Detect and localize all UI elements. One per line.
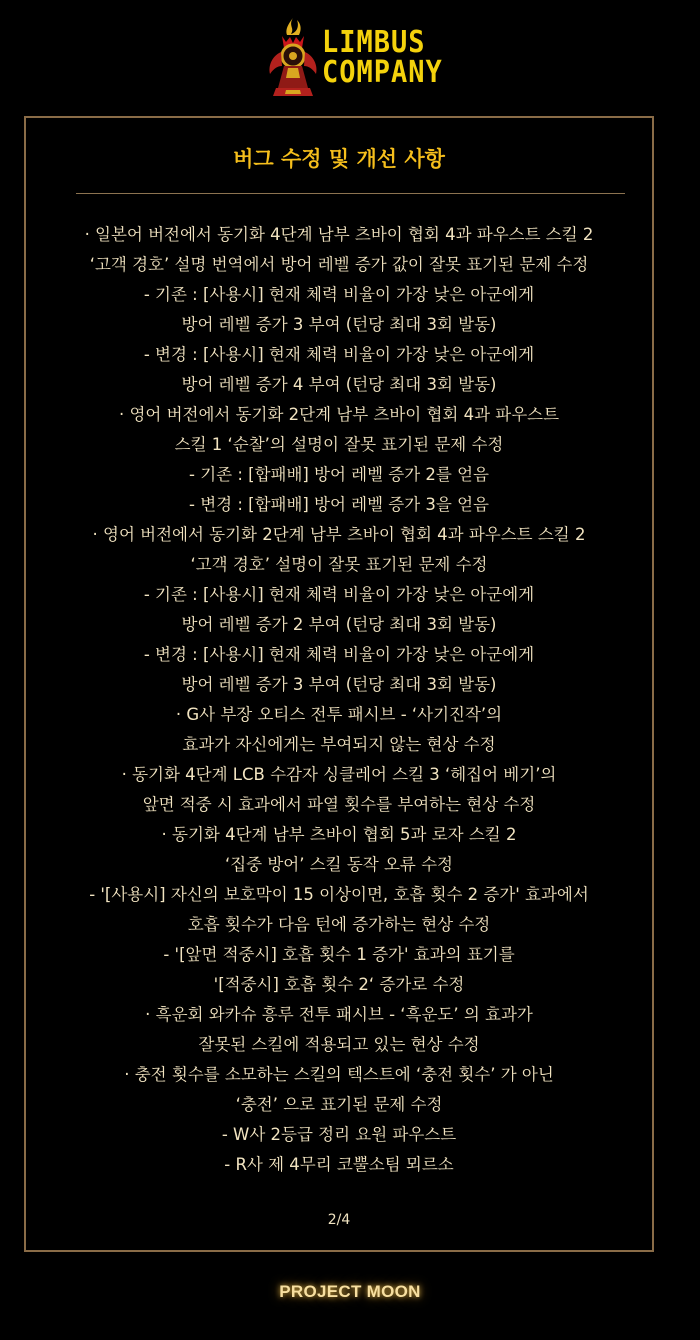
notice-line: - '[사용시] 자신의 보호막이 15 이상이면, 호흡 횟수 2 증가' 효과에서 (89, 885, 589, 904)
notice-line: 방어 레벨 증가 3 부여 (턴당 최대 3회 발동) (181, 675, 497, 694)
logo-line-1: LIMBUS (322, 24, 426, 60)
notice-line: · 흑운회 와카슈 흥루 전투 패시브 - ‘흑운도’ 의 효과가 (145, 1005, 533, 1024)
notice-line: - 변경 : [사용시] 현재 체력 비율이 가장 낮은 아군에게 (143, 345, 535, 364)
notice-line: - R사 제 4무리 코뿔소팀 뫼르소 (224, 1155, 454, 1174)
notice-line: · G사 부장 오티스 전투 패시브 - ‘사기진작’의 (175, 705, 503, 724)
limbus-company-emblem-icon (264, 16, 322, 98)
notice-line: 방어 레벨 증가 2 부여 (턴당 최대 3회 발동) (181, 615, 497, 634)
notice-line: ‘고객 경호’ 설명 번역에서 방어 레벨 증가 값이 잘못 표기된 문제 수정 (89, 255, 589, 274)
notice-line: - 기존 : [사용시] 현재 체력 비율이 가장 낮은 아군에게 (143, 285, 535, 304)
title-divider (76, 193, 625, 194)
notice-line: - 변경 : [합패배] 방어 레벨 증가 3을 얻음 (189, 495, 489, 514)
notice-title: 버그 수정 및 개선 사항 (233, 147, 445, 171)
notice-line: · 충전 횟수를 소모하는 스킬의 텍스트에 ‘충전 횟수’ 가 아닌 (124, 1065, 554, 1084)
notice-line: · 동기화 4단계 남부 츠바이 협회 5과 로자 스킬 2 (161, 825, 517, 844)
notice-line: 효과가 자신에게는 부여되지 않는 현상 수정 (182, 735, 496, 754)
notice-line: · 영어 버전에서 동기화 2단계 남부 츠바이 협회 4과 파우스트 (118, 405, 560, 424)
notice-line: 잘못된 스킬에 적용되고 있는 현상 수정 (198, 1035, 480, 1054)
notice-line: - '[앞면 적중시] 호흡 횟수 1 증가' 효과의 표기를 (163, 945, 515, 964)
limbus-company-logo (258, 14, 442, 100)
notice-line: · 동기화 4단계 LCB 수감자 싱클레어 스킬 3 ‘헤집어 베기’의 (121, 765, 557, 784)
notice-line: 방어 레벨 증가 3 부여 (턴당 최대 3회 발동) (181, 315, 497, 334)
project-moon-logo: PROJECT MOON (279, 1282, 421, 1301)
notice-line: 호흡 횟수가 다음 턴에 증가하는 현상 수정 (187, 915, 491, 934)
notice-line: ‘집중 방어’ 스킬 동작 오류 수정 (225, 855, 453, 874)
notice-line: · 일본어 버전에서 동기화 4단계 남부 츠바이 협회 4과 파우스트 스킬 2 (84, 225, 594, 244)
notice-body (26, 220, 652, 1180)
notice-line: 스킬 1 ‘순찰’의 설명이 잘못 표기된 문제 수정 (174, 435, 504, 454)
notice-line: ‘충전’ 으로 표기된 문제 수정 (235, 1095, 443, 1114)
notice-panel (24, 116, 654, 1252)
notice-line: - 기존 : [사용시] 현재 체력 비율이 가장 낮은 아군에게 (143, 585, 535, 604)
notice-line: - W사 2등급 정리 요원 파우스트 (221, 1125, 457, 1144)
notice-line: · 영어 버전에서 동기화 2단계 남부 츠바이 협회 4과 파우스트 스킬 2 (92, 525, 586, 544)
notice-line: - 변경 : [사용시] 현재 체력 비율이 가장 낮은 아군에게 (143, 645, 535, 664)
notice-line: 앞면 적중 시 효과에서 파열 횟수를 부여하는 현상 수정 (142, 795, 536, 814)
logo-line-2: COMPANY (322, 54, 443, 90)
page-indicator: 2/4 (327, 1212, 351, 1228)
logo-wordmark (322, 24, 443, 90)
notice-line: '[적중시] 호흡 횟수 2‘ 증가로 수정 (213, 975, 465, 994)
notice-line: - 기존 : [합패배] 방어 레벨 증가 2를 얻음 (189, 465, 489, 484)
notice-line: ‘고객 경호’ 설명이 잘못 표기된 문제 수정 (190, 555, 488, 574)
notice-line: 방어 레벨 증가 4 부여 (턴당 최대 3회 발동) (181, 375, 497, 394)
